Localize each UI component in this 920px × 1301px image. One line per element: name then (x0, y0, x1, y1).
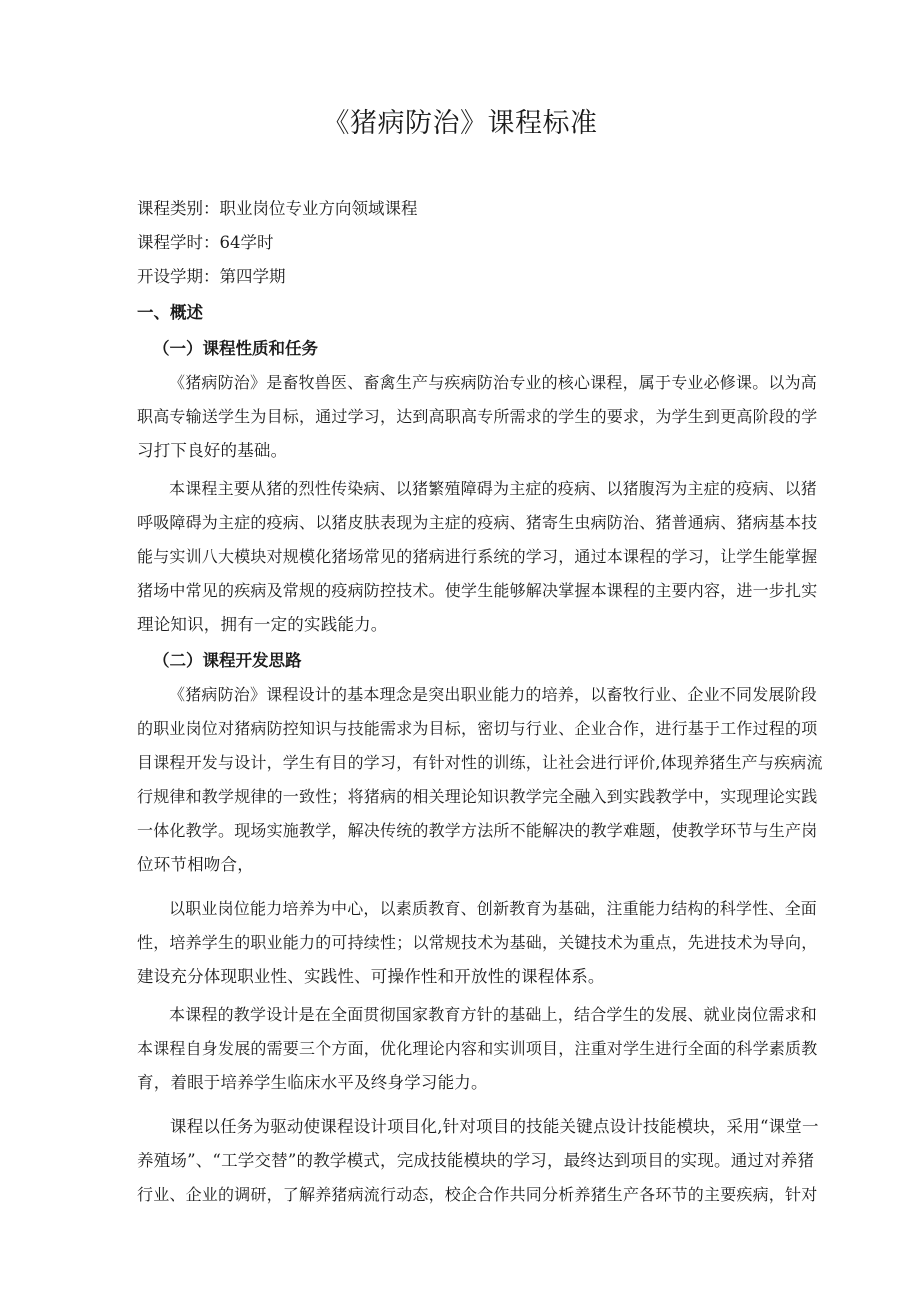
paragraph-line: 能与实训八大模块对规模化猪场常见的猪病进行系统的学习，通过本课程的学习，让学生能掌握 (137, 547, 818, 566)
paragraph-line: 本课程主要从猪的烈性传染病、以猪繁殖障碍为主症的疫病、以猪腹泻为主症的疫病、以猪 (169, 479, 818, 498)
meta-course-hours (137, 226, 823, 260)
paragraph-line: 职高专输送学生为目标，通过学习，达到高职高专所需求的学生的要求，为学生到更高阶段的学 (137, 407, 818, 426)
meta-label: 课程类别： (137, 199, 220, 218)
paragraph-line: 本课程自身发展的需要三个方面，优化理论内容和实训项目，注重对学生进行全面的科学素质教 (137, 1039, 818, 1058)
paragraph-6 (137, 1110, 823, 1212)
section-heading-overview: 一、概述 (137, 303, 203, 322)
paragraph-line: 一体化教学。现场实施教学，解决传统的教学方法所不能解决的教学难题，使教学环节与生产岗 (137, 821, 818, 840)
paragraph-1 (137, 366, 823, 468)
paragraph-line: 《猪病防治》课程设计的基本理念是突出职业能力的培养，以畜牧行业、企业不同发展阶段 (169, 685, 818, 704)
paragraph-line: 养殖场”、“工学交替”的教学模式，完成技能模块的学习，最终达到项目的实现。通过对养猪 (137, 1151, 815, 1170)
document-body (137, 192, 823, 1212)
subsection-heading-development: （二）课程开发思路 (153, 651, 302, 670)
meta-course-category (137, 192, 823, 226)
paragraph-line: 位环节相吻合， (137, 855, 254, 874)
paragraph-line: 的职业岗位对猪病防控知识与技能需求为目标，密切与行业、企业合作，进行基于工作过程的项 (137, 719, 818, 738)
paragraph-line: 育，着眼于培养学生临床水平及终身学习能力。 (137, 1073, 488, 1092)
paragraph-line: 行业、企业的调研，了解养猪病流行动态，校企合作共同分析养猪生产各环节的主要疾病，针对 (137, 1185, 818, 1204)
paragraph-line: 猪场中常见的疾病及常规的疫病防控技术。使学生能够解决掌握本课程的主要内容，进一步扎实 (137, 581, 818, 600)
document-title: 《猪病防治》课程标准 (322, 108, 598, 139)
paragraph-line: 呼吸障碍为主症的疫病、以猪皮肤表现为主症的疫病、猪寄生虫病防治、猪普通病、猪病基本技 (137, 513, 818, 532)
paragraph-line: 《猪病防治》是畜牧兽医、畜禽生产与疾病防治专业的核心课程，属于专业必修课。以为高 (169, 373, 818, 392)
meta-label: 课程学时： (137, 233, 220, 252)
paragraph-line: 行规律和教学规律的一致性；将猪病的相关理论知识教学完全融入到实践教学中，实现理论实践 (137, 787, 818, 806)
paragraph-line: 以职业岗位能力培养为中心，以素质教育、创新教育为基础，注重能力结构的科学性、全面 (169, 899, 818, 918)
paragraph-2 (137, 472, 823, 642)
meta-value: 职业岗位专业方向领域课程 (219, 199, 418, 218)
paragraph-line: 性，培养学生的职业能力的可持续性；以常规技术为基础，关键技术为重点，先进技术为导向， (137, 933, 818, 952)
paragraph-5 (137, 998, 823, 1100)
paragraph-line: 课程以任务为驱动使课程设计项目化,针对项目的技能关键点设计技能模块，采用“课堂一 (170, 1117, 819, 1136)
paragraph-line: 理论知识，拥有一定的实践能力。 (137, 615, 388, 634)
meta-value: 第四学期 (219, 267, 286, 286)
paragraph-line: 本课程的教学设计是在全面贯彻国家教育方针的基础上，结合学生的发展、就业岗位需求和 (169, 1005, 818, 1024)
meta-value: 64学时 (219, 233, 274, 252)
subsection-heading-nature: （一）课程性质和任务 (153, 339, 318, 358)
paragraph-line: 建设充分体现职业性、实践性、可操作性和开放性的课程体系。 (137, 967, 605, 986)
meta-label: 开设学期： (137, 267, 220, 286)
paragraph-line: 习打下良好的基础。 (137, 441, 288, 460)
meta-semester (137, 260, 823, 294)
paragraph-3 (137, 678, 823, 882)
paragraph-line: 目课程开发与设计，学生有目的学习，有针对性的训练，让社会进行评价,体现养猪生产与疾病流 (137, 753, 823, 772)
paragraph-4 (137, 892, 823, 994)
